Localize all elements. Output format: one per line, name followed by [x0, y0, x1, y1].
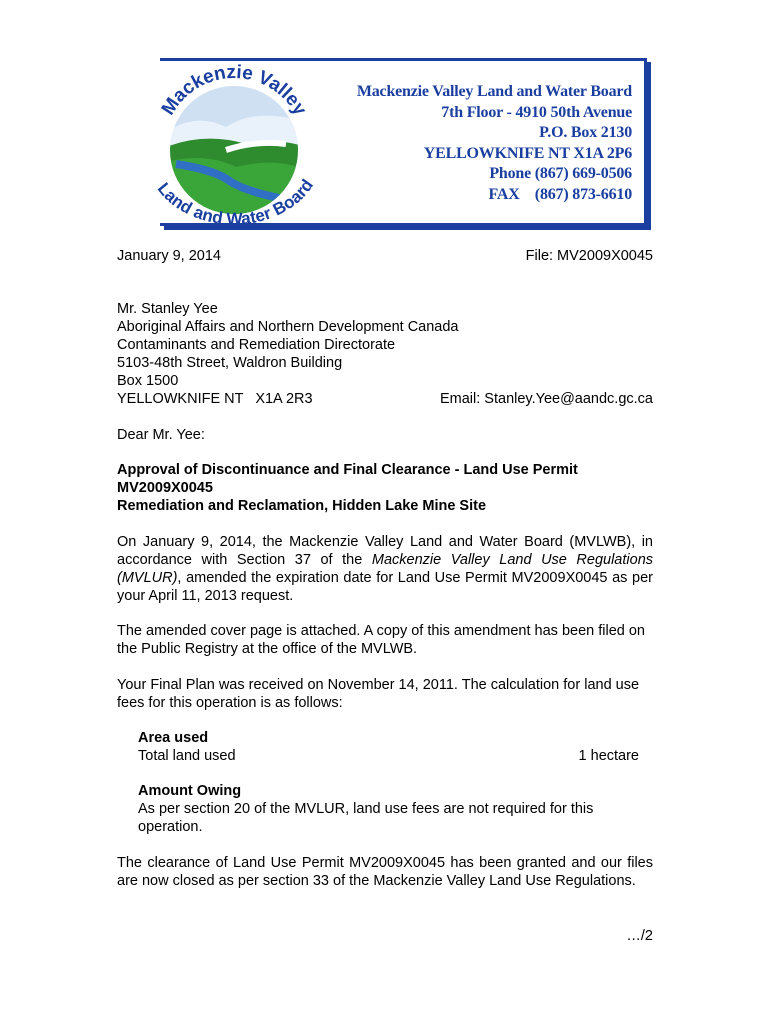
- regulations-title: Mackenzie Valley Land Use Regulations (MVLUR): [117, 552, 654, 586]
- salutation: Dear Mr. Yee:: [117, 427, 205, 443]
- recipient-name: Mr. Stanley Yee: [117, 301, 218, 317]
- recipient-org: Aboriginal Affairs and Northern Development Canada: [117, 319, 459, 335]
- recipient-street: 5103-48th Street, Waldron Building: [117, 355, 343, 371]
- address-line1: 7th Floor - 4910 50th Avenue: [441, 103, 632, 121]
- fax-line: FAX (867) 873-6610: [488, 185, 632, 203]
- subject-line1: Approval of Discontinuance and Final Clearance - Land Use Permit: [117, 462, 578, 478]
- address-line2: P.O. Box 2130: [539, 124, 632, 141]
- area-value: 1 hectare: [578, 748, 639, 764]
- paragraph-1: [117, 533, 653, 605]
- paragraph-2: The amended cover page is attached. A copy of this amendment has been filed on the Public Registry at the office of the MVLWB.: [117, 623, 645, 657]
- letterhead-address: [357, 82, 632, 205]
- recipient-city: YELLOWKNIFE NT X1A 2R3: [117, 391, 313, 407]
- file-number: File: MV2009X0045: [525, 248, 653, 264]
- area-heading: Area used: [138, 730, 209, 746]
- org-name: Mackenzie Valley Land and Water Board: [356, 83, 632, 100]
- letter-date: January 9, 2014: [117, 248, 221, 264]
- city-line: YELLOWKNIFE NT X1A 2P6: [423, 144, 632, 162]
- phone-line: Phone (867) 669-0506: [489, 165, 632, 182]
- recipient-email: Email: Stanley.Yee@aandc.gc.ca: [439, 391, 653, 407]
- page-marker: …/2: [626, 928, 653, 944]
- paragraph-1-text-b: , amended the expiration date for Land Use Permit MV2009X0045 as per your April 11, 2013 request.: [117, 570, 653, 604]
- paragraph-3: Your Final Plan was received on November 14, 2011. The calculation for land use fees for this operation is as follows:: [117, 677, 640, 711]
- recipient-box: Box 1500: [117, 373, 179, 389]
- paragraph-4: The clearance of Land Use Permit MV2009X0045 has been granted and our files are now closed as per section 33 of the Mackenzie Valley Land Use Regulations.: [117, 855, 653, 889]
- owing-text: As per section 20 of the MVLUR, land use fees are not required for this operation.: [138, 801, 594, 835]
- mvlwb-logo: [136, 52, 336, 227]
- recipient-dept: Contaminants and Remediation Directorate: [117, 337, 396, 353]
- logo-bottom-text: Land and Water Board: [153, 175, 318, 227]
- logo-top-text: Mackenzie Valley: [157, 61, 311, 120]
- area-label: Total land used: [138, 748, 236, 764]
- paragraph-1-text-a: On January 9, 2014, the Mackenzie Valley Land and Water Board (MVLWB), in accordance with Section 37 of the: [117, 534, 653, 568]
- subject-line3: Remediation and Reclamation, Hidden Lake Mine Site: [117, 498, 487, 514]
- subject-line2: MV2009X0045: [117, 480, 213, 496]
- owing-heading: Amount Owing: [138, 783, 242, 799]
- letterhead: [136, 52, 650, 227]
